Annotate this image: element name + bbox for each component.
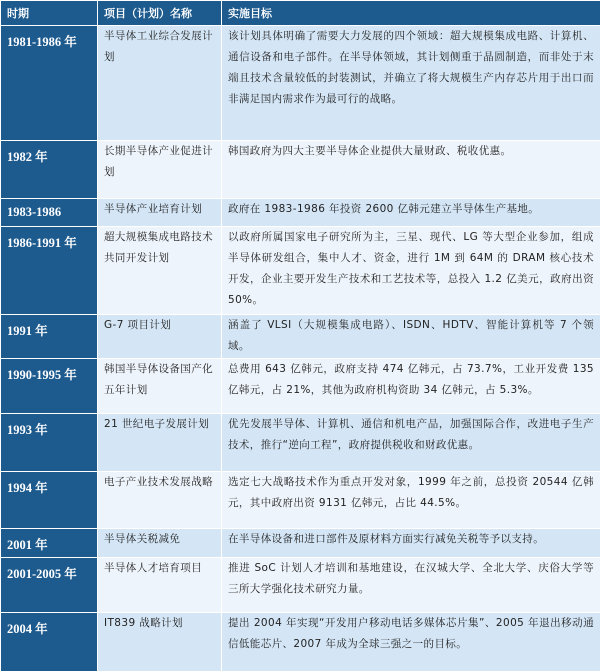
table-row xyxy=(1,471,600,529)
goal-cell: 韩国政府为四大主要半导体企业提供大量财政、税收优惠。 xyxy=(222,141,600,199)
name-cell: 超大规模集成电路技术共同开发计划 xyxy=(98,227,222,314)
table-row xyxy=(1,613,600,672)
header-name: 项目（计划）名称 xyxy=(98,1,222,26)
period-cell: 1991 年 xyxy=(1,314,98,358)
table-row xyxy=(1,529,600,558)
table-row xyxy=(1,141,600,199)
name-cell: 半导体人才培育项目 xyxy=(98,557,222,612)
period-cell: 1983-1986 xyxy=(1,198,98,227)
goal-cell: 涵盖了 VLSI（大规模集成电路）、ISDN、HDTV、智能计算机等 7 个领域。 xyxy=(222,314,600,358)
name-cell: 长期半导体产业促进计划 xyxy=(98,141,222,199)
period-cell: 2001-2005 年 xyxy=(1,557,98,612)
period-cell: 2004 年 xyxy=(1,613,98,672)
name-cell: 电子产业技术发展战略 xyxy=(98,471,222,529)
period-cell: 1982 年 xyxy=(1,141,98,199)
table-row xyxy=(1,26,600,141)
name-cell: 21 世纪电子发展计划 xyxy=(98,414,222,472)
table-row xyxy=(1,358,600,413)
table-row xyxy=(1,414,600,472)
goal-cell: 在半导体设备和进口部件及原材料方面实行减免关税等予以支持。 xyxy=(222,529,600,558)
table-row xyxy=(1,198,600,227)
table-row xyxy=(1,314,600,358)
header-period: 时期 xyxy=(1,1,98,26)
name-cell: G-7 项目计划 xyxy=(98,314,222,358)
table-row xyxy=(1,227,600,314)
name-cell: 半导体产业培育计划 xyxy=(98,198,222,227)
goal-cell: 该计划具体明确了需要大力发展的四个领域：超大规模集成电路、计算机、通信设备和电子部件。在半导体领域，其计划侧重于晶圆制造，而非处于末端且技术含量较低的封装测试，并确立了将大规模生产内存芯片用于出口而非满足国内需求作为最可行的战略。 xyxy=(222,26,600,141)
period-cell: 2001 年 xyxy=(1,529,98,558)
table-row xyxy=(1,557,600,612)
period-cell: 1993 年 xyxy=(1,414,98,472)
name-cell: 韩国半导体设备国产化五年计划 xyxy=(98,358,222,413)
goal-cell: 政府在 1983-1986 年投资 2600 亿韩元建立半导体生产基地。 xyxy=(222,198,600,227)
goal-cell: 优先发展半导体、计算机、通信和机电产品，加强国际合作，改进电子生产技术，推行“逆向工程”，政府提供税收和财政优惠。 xyxy=(222,414,600,472)
period-cell: 1981-1986 年 xyxy=(1,26,98,141)
goal-cell: 选定七大战略技术作为重点开发对象，1999 年之前，总投资 20544 亿韩元，其中政府出资 9131 亿韩元，占比 44.5%。 xyxy=(222,471,600,529)
name-cell: 半导体关税减免 xyxy=(98,529,222,558)
table-header-row xyxy=(1,1,600,26)
period-cell: 1994 年 xyxy=(1,471,98,529)
goal-cell: 以政府所属国家电子研究所为主，三星、现代、LG 等大型企业参加，组成半导体研发组合，集中人才、资金，进行 1M 到 64M 的 DRAM 核心技术开发，企业主要开发生产技术和工艺技术等，总投入 1.2 亿美元，政府出资 50%。 xyxy=(222,227,600,314)
period-cell: 1986-1991 年 xyxy=(1,227,98,314)
period-cell: 1990-1995 年 xyxy=(1,358,98,413)
name-cell: IT839 战略计划 xyxy=(98,613,222,672)
goal-cell: 总费用 643 亿韩元，政府支持 474 亿韩元，占 73.7%，工业开发费 135 亿韩元，占 21%，其他为政府机构资助 34 亿韩元，占 5.3%。 xyxy=(222,358,600,413)
header-goal: 实施目标 xyxy=(222,1,600,26)
goal-cell: 推进 SoC 计划人才培训和基地建设，在汉城大学、全北大学、庆俗大学等三所大学强化技术研究力量。 xyxy=(222,557,600,612)
name-cell: 半导体工业综合发展计划 xyxy=(98,26,222,141)
goal-cell: 提出 2004 年实现“开发用户移动电话多媒体芯片集”、2005 年退出移动通信低能芯片、2007 年成为全球三强之一的目标。 xyxy=(222,613,600,672)
